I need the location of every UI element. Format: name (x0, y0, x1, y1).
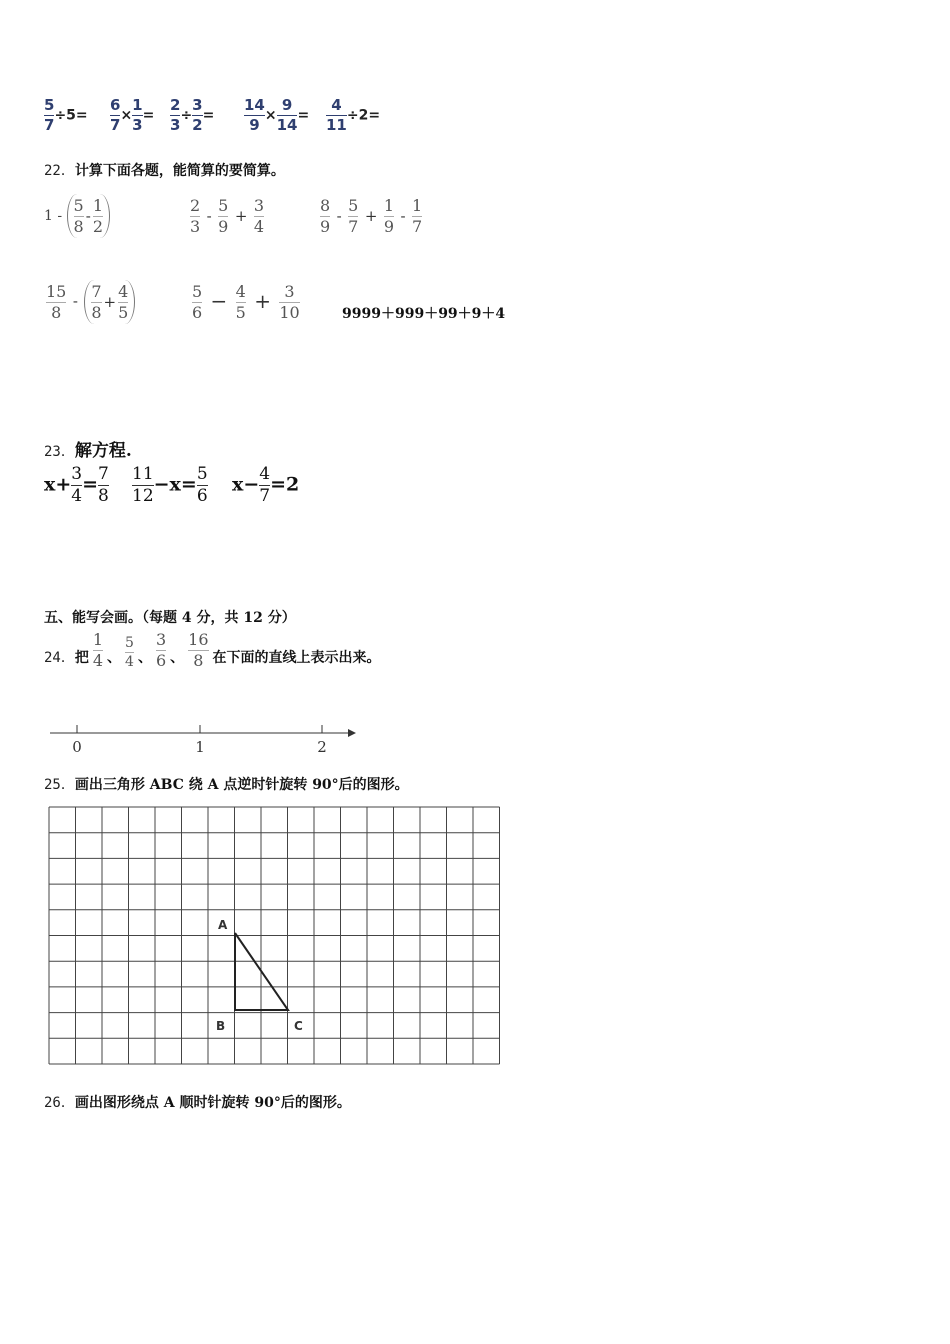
denominator: 7 (412, 217, 423, 236)
operator: ÷ (180, 107, 193, 124)
separator: 、 (137, 650, 152, 666)
denominator: 9 (249, 116, 260, 134)
numerator: 5 (125, 635, 134, 651)
equation-tail: =2 (270, 473, 300, 496)
top-exercise-2 (110, 98, 154, 133)
operator: + (364, 206, 378, 225)
question-text: 画出三角形 ABC 绕 A 点逆时针旋转 90°后的图形。 (74, 777, 409, 793)
numerator: 7 (91, 281, 102, 301)
denominator: 6 (155, 651, 167, 670)
numerator: 5 (196, 464, 208, 484)
q22-expression-1 (44, 194, 110, 238)
question-23-heading (44, 436, 132, 461)
question-text: 计算下面各题，能简算的要简算。 (74, 163, 285, 179)
numerator: 1 (132, 96, 143, 114)
question-number: 24． (44, 650, 75, 666)
section-5-heading: 五、能写会画。（每题 4 分，共 12 分） (44, 610, 296, 626)
tick-label-2: 2 (317, 738, 327, 756)
number-line-arrow-icon (348, 729, 356, 737)
question-number: 25． (44, 777, 75, 793)
numerator: 3 (192, 96, 203, 114)
exercise-tail: ÷5= (54, 107, 88, 124)
numerator: 4 (235, 282, 246, 301)
q22-expression-2 (190, 198, 264, 235)
numerator: 11 (132, 464, 154, 484)
denominator: 8 (98, 486, 109, 506)
numerator: 1 (92, 630, 104, 649)
q22-expression-5 (192, 284, 300, 321)
tick-label-1: 1 (195, 738, 205, 756)
equation-lead: x+ (44, 473, 72, 496)
denominator: 2 (92, 216, 103, 236)
numerator: 3 (253, 196, 265, 215)
numerator: 5 (73, 195, 84, 215)
exercise-tail: ÷2= (346, 107, 381, 124)
denominator: 6 (192, 303, 203, 322)
denominator: 5 (118, 302, 129, 322)
expression-lead: 1 - (44, 208, 63, 224)
numerator: 1 (412, 196, 423, 215)
numerator: 2 (190, 196, 201, 215)
numerator: 3 (155, 630, 167, 649)
denominator: 9 (218, 217, 229, 236)
denominator: 8 (193, 651, 204, 670)
separator: 、 (107, 650, 122, 666)
denominator: 5 (235, 303, 246, 322)
numerator: 1 (383, 196, 395, 215)
top-exercise-3 (170, 98, 214, 133)
denominator: 4 (92, 651, 104, 670)
q22-expression-6: 9999＋999＋99＋9＋4 (342, 306, 506, 322)
vertex-label-c: C (294, 1019, 303, 1033)
numerator: 14 (244, 96, 265, 114)
numerator: 2 (170, 96, 181, 114)
q22-expression-4 (46, 280, 135, 324)
numerator: 5 (192, 282, 203, 301)
operator: × (120, 107, 133, 124)
question-24-heading (44, 632, 381, 669)
question-22-heading (44, 160, 285, 180)
denominator: 3 (190, 217, 201, 236)
numerator: 4 (118, 281, 129, 301)
operator: - (336, 206, 342, 225)
equation-equals: = (82, 473, 98, 496)
numerator: 9 (281, 96, 293, 114)
separator: 、 (170, 650, 185, 666)
numerator: 7 (98, 464, 109, 484)
denominator: 12 (132, 486, 154, 506)
top-exercise-1 (44, 98, 88, 133)
top-exercise-5 (326, 98, 380, 133)
question-25-heading (44, 774, 409, 794)
operator: + (103, 293, 117, 311)
question-tail: 在下面的直线上表示出来。 (212, 650, 381, 666)
denominator: 7 (259, 486, 271, 506)
question-26-heading (44, 1092, 351, 1112)
denominator: 8 (73, 216, 84, 236)
denominator: 9 (383, 217, 395, 236)
exercise-tail: = (202, 107, 215, 124)
operator: + (234, 206, 248, 225)
operator: - (72, 292, 78, 310)
rotation-grid (40, 800, 510, 1070)
equation-middle: −x= (153, 473, 197, 496)
equation-1 (44, 466, 109, 505)
question-number: 26． (44, 1095, 75, 1111)
q22-expression-3 (320, 198, 422, 235)
vertex-label-a: A (218, 918, 228, 932)
numerator: 3 (284, 282, 295, 301)
denominator: 11 (326, 116, 347, 134)
top-exercise-4 (244, 98, 309, 133)
numerator: 6 (110, 96, 121, 114)
denominator: 7 (348, 217, 359, 236)
tick-label-0: 0 (72, 738, 82, 756)
denominator: 6 (196, 486, 208, 506)
question-text: 解方程. (74, 441, 132, 461)
grid-lines (49, 807, 500, 1064)
denominator: 2 (192, 116, 203, 134)
denominator: 7 (110, 116, 121, 134)
equation-2 (132, 466, 208, 505)
operator: - (400, 206, 406, 225)
numerator: 15 (46, 281, 67, 301)
numerator: 5 (218, 196, 229, 215)
operator: - (206, 206, 212, 225)
denominator: 4 (253, 217, 265, 236)
operator: × (264, 107, 277, 124)
denominator: 4 (125, 654, 134, 670)
denominator: 14 (276, 116, 298, 134)
exercise-tail: = (142, 107, 155, 124)
numerator: 8 (320, 196, 331, 215)
exercise-tail: = (297, 107, 310, 124)
operator: - (85, 207, 91, 225)
denominator: 10 (279, 303, 300, 322)
question-number: 22． (44, 163, 75, 179)
numerator: 4 (331, 96, 342, 114)
equation-lead: x− (232, 473, 260, 496)
numerator: 5 (348, 196, 359, 215)
denominator: 9 (320, 217, 331, 236)
number-line (44, 716, 364, 760)
question-lead: 把 (74, 650, 89, 666)
equation-3 (232, 466, 299, 505)
numerator: 16 (188, 630, 209, 649)
denominator: 4 (71, 486, 83, 506)
denominator: 8 (51, 302, 62, 322)
operator: + (254, 289, 271, 313)
operator: − (210, 289, 228, 313)
numerator: 3 (71, 464, 83, 484)
question-number: 23． (44, 444, 75, 460)
denominator: 8 (91, 302, 102, 322)
denominator: 3 (170, 116, 181, 134)
numerator: 5 (44, 96, 55, 114)
denominator: 3 (132, 116, 143, 134)
question-text: 画出图形绕点 A 顺时针旋转 90°后的图形。 (74, 1095, 351, 1111)
vertex-label-b: B (216, 1019, 226, 1033)
numerator: 4 (259, 464, 271, 484)
numerator: 1 (92, 195, 103, 215)
denominator: 7 (44, 116, 55, 134)
